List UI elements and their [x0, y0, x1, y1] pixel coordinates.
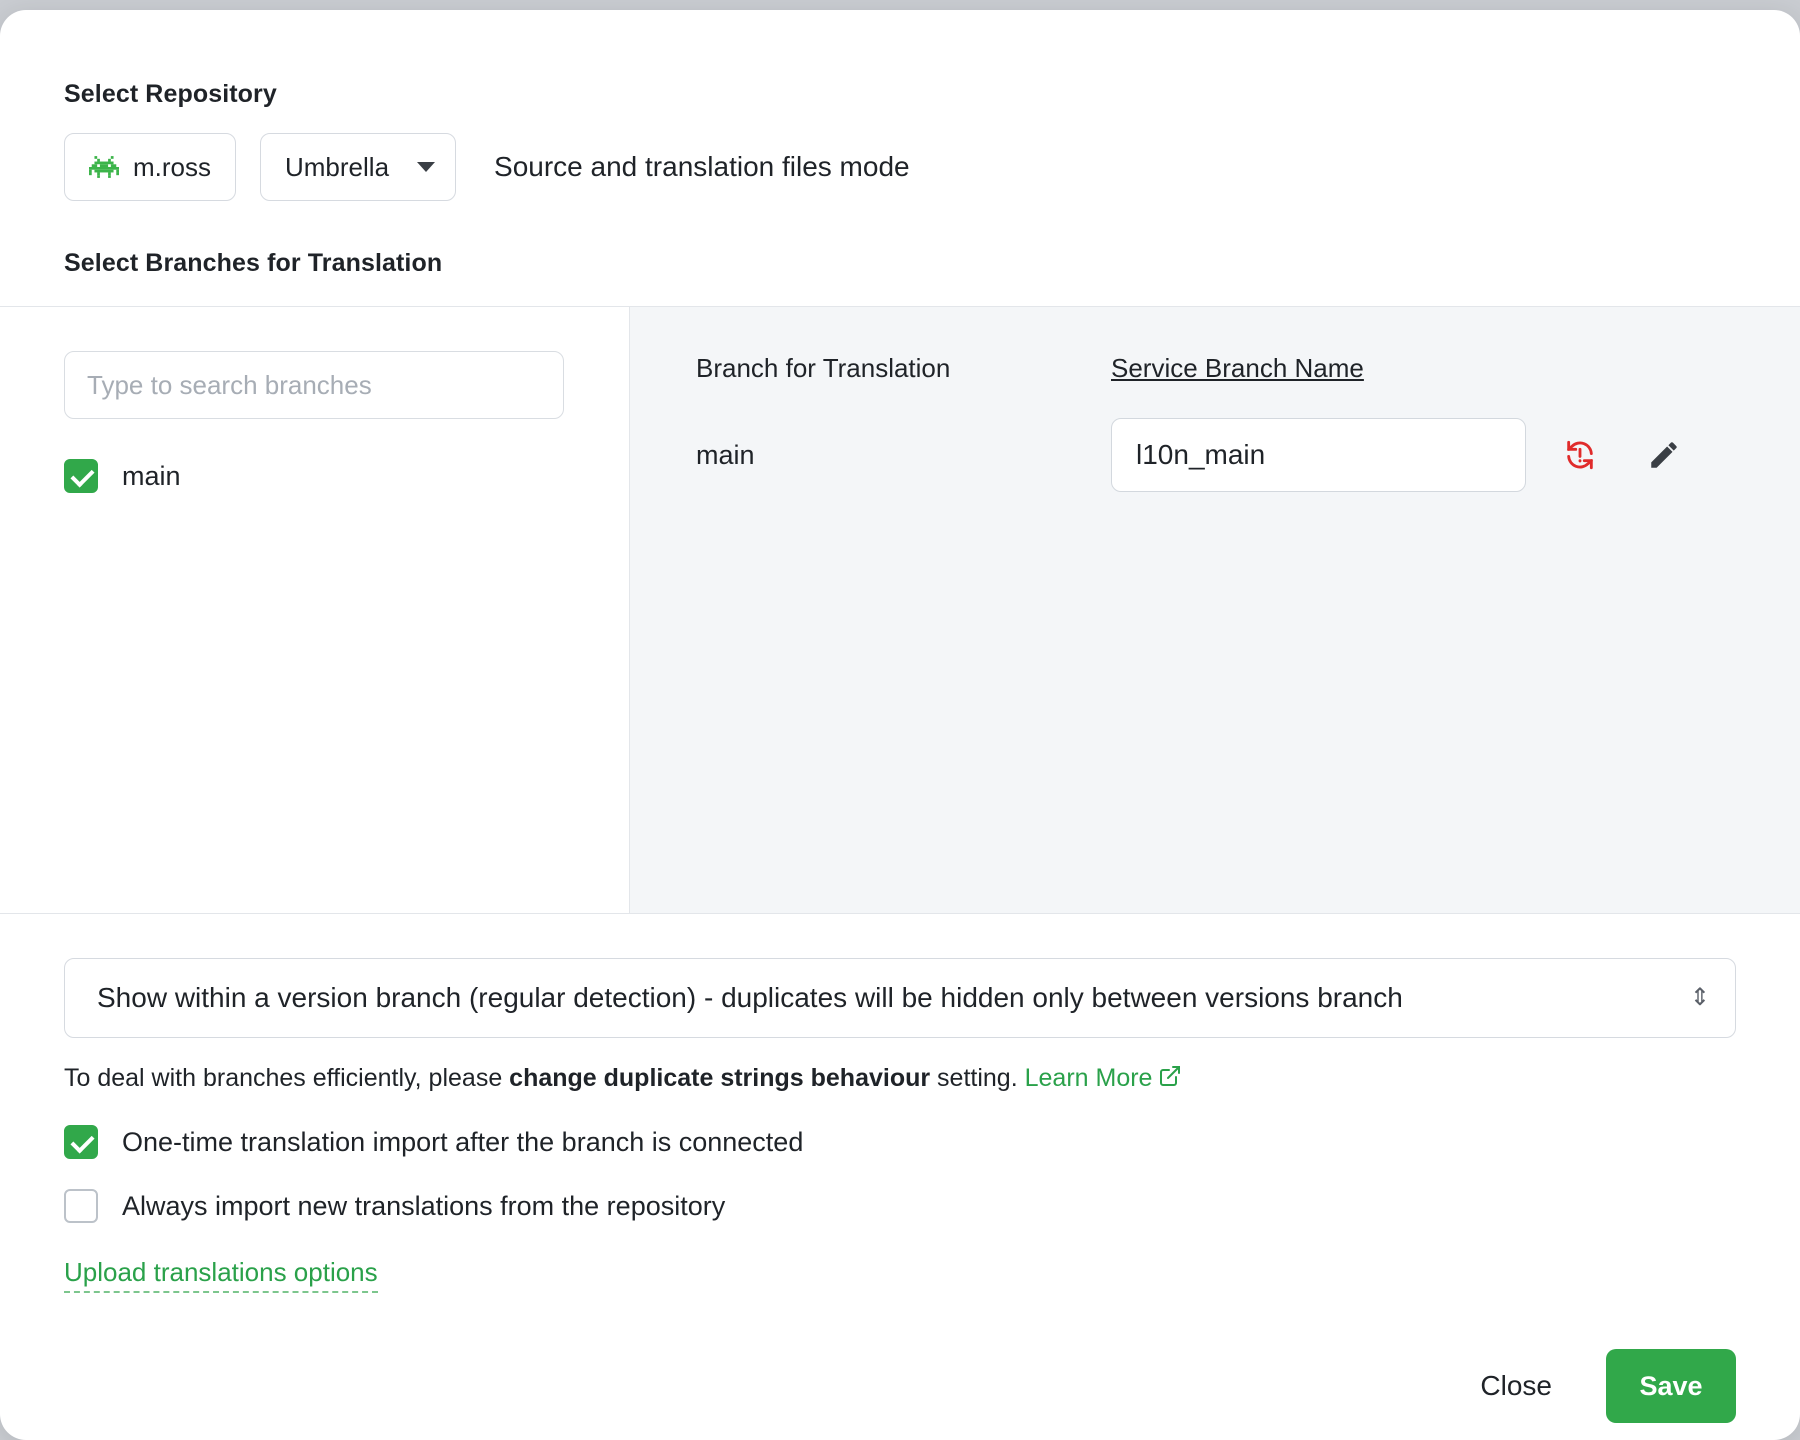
one-time-import-checkbox[interactable]	[64, 1125, 98, 1159]
chevron-down-icon	[417, 162, 435, 172]
search-branches-input[interactable]	[64, 351, 564, 419]
branch-mapping-pane	[629, 307, 1800, 913]
helper-bold: change duplicate strings behaviour	[509, 1064, 931, 1092]
select-repository-label: Select Repository	[64, 80, 277, 108]
save-button[interactable]: Save	[1606, 1349, 1736, 1423]
space-invader-icon	[89, 154, 119, 180]
duplicate-helper-text	[64, 1064, 1736, 1095]
col-service-branch-name[interactable]: Service Branch Name	[1111, 353, 1364, 383]
files-mode-text: Source and translation files mode	[494, 151, 910, 182]
repository-select-value: Umbrella	[285, 151, 390, 182]
repository-select[interactable]	[260, 133, 456, 201]
row-branch-name: main	[696, 439, 755, 470]
always-import-checkbox[interactable]	[64, 1189, 98, 1223]
list-item[interactable]	[64, 459, 565, 493]
helper-suffix: setting.	[930, 1064, 1025, 1092]
branches-panel	[0, 306, 1800, 914]
branch-checkbox-main[interactable]	[64, 459, 98, 493]
repository-row	[64, 133, 1736, 201]
select-branches-label: Select Branches for Translation	[64, 249, 443, 277]
connect-repository-dialog	[0, 10, 1800, 1440]
close-button[interactable]: Close	[1462, 1356, 1570, 1416]
external-link-icon[interactable]	[1158, 1064, 1182, 1095]
duplicate-behaviour-select[interactable]: Show within a version branch (regular detection) - duplicates will be hidden only between versions branch	[64, 958, 1736, 1038]
pencil-icon[interactable]	[1644, 435, 1684, 475]
sync-error-icon[interactable]	[1560, 435, 1600, 475]
one-time-import-label: One-time translation import after the branch is connected	[122, 1126, 804, 1157]
service-branch-name-input[interactable]	[1111, 418, 1526, 492]
table-row	[696, 418, 1800, 492]
dialog-bottom	[0, 958, 1800, 1423]
duplicate-behaviour-select-wrap	[64, 958, 1736, 1038]
col-branch-for-translation: Branch for Translation	[696, 353, 951, 383]
mapping-table-header	[696, 353, 1800, 384]
learn-more-link[interactable]: Learn More	[1024, 1064, 1153, 1092]
account-chip[interactable]	[64, 133, 236, 201]
account-name: m.ross	[133, 151, 211, 182]
select-updown-icon: ⇕	[1689, 984, 1710, 1011]
option-one-time-import[interactable]	[64, 1125, 1736, 1159]
always-import-label: Always import new translations from the repository	[122, 1190, 726, 1221]
upload-translations-options-link[interactable]: Upload translations options	[64, 1257, 378, 1293]
helper-prefix: To deal with branches efficiently, please	[64, 1064, 510, 1092]
repository-section	[0, 10, 1800, 306]
dialog-actions	[64, 1349, 1736, 1423]
branches-list-pane	[0, 307, 629, 913]
branch-name: main	[122, 460, 181, 491]
option-always-import[interactable]	[64, 1189, 1736, 1223]
